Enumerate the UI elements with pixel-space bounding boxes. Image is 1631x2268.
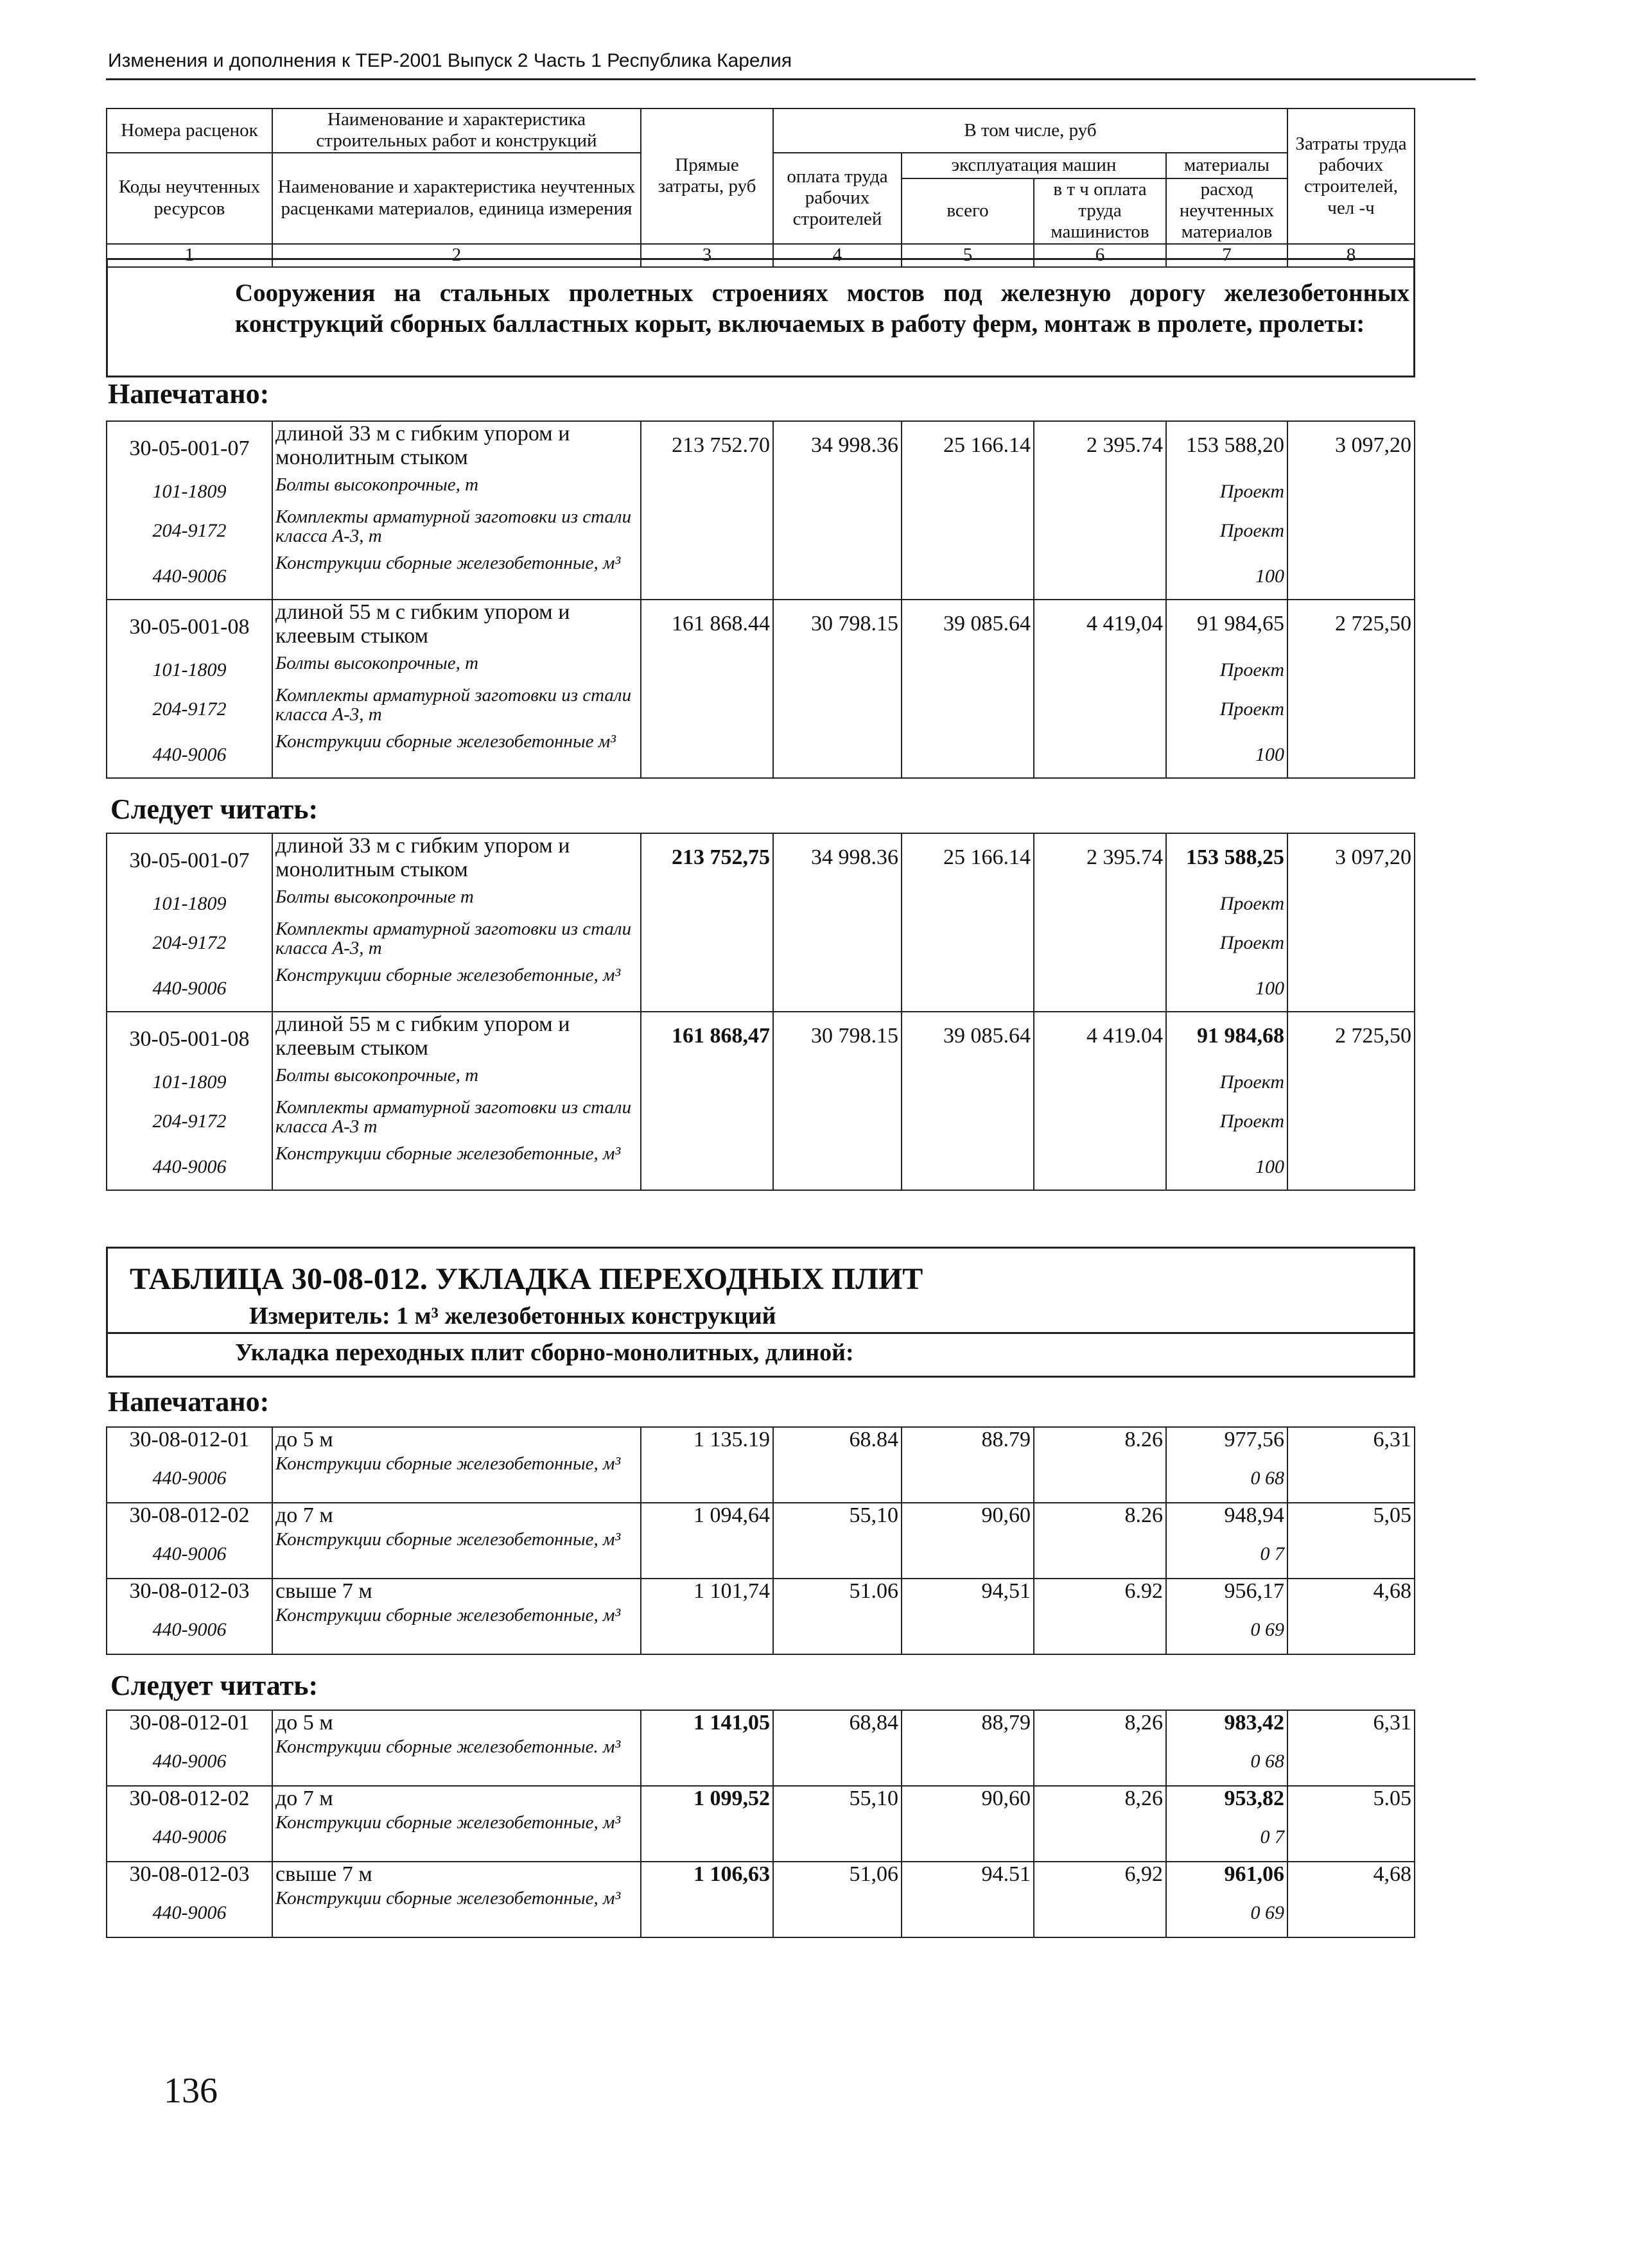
resource-usage: Проект bbox=[1166, 1066, 1287, 1098]
wages: 30 798.15 bbox=[773, 1012, 902, 1066]
section1-title-box bbox=[106, 258, 1415, 377]
empty-cell bbox=[1287, 654, 1415, 686]
empty-cell bbox=[773, 919, 902, 965]
machines-total: 25 166.14 bbox=[902, 833, 1034, 887]
col-material-name-header: Наименование и характеристика неучтенных расценками материалов, единица измерения bbox=[272, 153, 641, 244]
machinists-wages: 6,92 bbox=[1034, 1862, 1166, 1889]
resource-usage: 0 7 bbox=[1166, 1813, 1287, 1862]
empty-cell bbox=[902, 732, 1034, 778]
wages: 68,84 bbox=[773, 1710, 902, 1737]
machines-header: эксплуатация машин bbox=[902, 153, 1166, 178]
materials: 983,42 bbox=[1166, 1710, 1287, 1737]
rate-code: 30-08-012-02 bbox=[107, 1503, 272, 1530]
resource-code: 440-9006 bbox=[107, 1889, 272, 1937]
resource-code: 101-1809 bbox=[107, 654, 272, 686]
empty-cell bbox=[773, 553, 902, 600]
empty-cell bbox=[641, 1606, 773, 1654]
empty-cell bbox=[902, 965, 1034, 1012]
rate-code: 30-05-001-08 bbox=[107, 1012, 272, 1066]
resource-usage: 100 bbox=[1166, 1144, 1287, 1190]
wages: 34 998.36 bbox=[773, 833, 902, 887]
col-number: 2 bbox=[272, 244, 641, 267]
empty-cell bbox=[1287, 686, 1415, 732]
materials: 91 984,68 bbox=[1166, 1012, 1287, 1066]
empty-cell bbox=[773, 1737, 902, 1786]
empty-cell bbox=[902, 1098, 1034, 1144]
resource-code: 204-9172 bbox=[107, 1098, 272, 1144]
machines-total: 90,60 bbox=[902, 1503, 1034, 1530]
col-material-usage-header: расход неучтенных материалов bbox=[1166, 178, 1287, 244]
wages: 68.84 bbox=[773, 1427, 902, 1454]
resource-usage: Проект bbox=[1166, 919, 1287, 965]
empty-cell bbox=[641, 1737, 773, 1786]
wages: 51,06 bbox=[773, 1862, 902, 1889]
materials: 956,17 bbox=[1166, 1579, 1287, 1606]
empty-cell bbox=[1034, 553, 1166, 600]
labor-hours: 5,05 bbox=[1287, 1503, 1415, 1530]
empty-cell bbox=[773, 654, 902, 686]
work-name: длиной 55 м с гибким упором и клеевым стыком bbox=[272, 600, 641, 654]
labor-hours: 4,68 bbox=[1287, 1579, 1415, 1606]
resource-name: Болты высокопрочные, т bbox=[272, 475, 641, 507]
empty-cell bbox=[902, 1530, 1034, 1579]
machines-total: 39 085.64 bbox=[902, 600, 1034, 654]
resource-usage: 100 bbox=[1166, 732, 1287, 778]
resource-name: Конструкции сборные железобетонные, м³ bbox=[272, 1813, 641, 1862]
work-name: до 5 м bbox=[272, 1427, 641, 1454]
direct-costs: 1 135.19 bbox=[641, 1427, 773, 1454]
empty-cell bbox=[1034, 507, 1166, 553]
read-label-2: Следует читать: bbox=[110, 1670, 318, 1701]
resource-code: 101-1809 bbox=[107, 887, 272, 919]
empty-cell bbox=[773, 1144, 902, 1190]
empty-cell bbox=[773, 507, 902, 553]
table2-subtitle: Укладка переходных плит сборно-монолитных, длиной: bbox=[235, 1339, 854, 1366]
empty-cell bbox=[1034, 686, 1166, 732]
empty-cell bbox=[773, 1530, 902, 1579]
resource-name: Комплекты арматурной заготовки из стали класса А-3, т bbox=[272, 507, 641, 553]
resource-code: 440-9006 bbox=[107, 1813, 272, 1862]
empty-cell bbox=[641, 1144, 773, 1190]
empty-cell bbox=[902, 1737, 1034, 1786]
resource-usage: 100 bbox=[1166, 965, 1287, 1012]
machinists-wages: 8,26 bbox=[1034, 1710, 1166, 1737]
empty-cell bbox=[773, 1066, 902, 1098]
resource-name: Комплекты арматурной заготовки из стали класса А-3, т bbox=[272, 919, 641, 965]
work-name: до 7 м bbox=[272, 1786, 641, 1813]
materials: 91 984,65 bbox=[1166, 600, 1287, 654]
empty-cell bbox=[902, 507, 1034, 553]
resource-name: Конструкции сборные железобетонные м³ bbox=[272, 732, 641, 778]
direct-costs: 1 094,64 bbox=[641, 1503, 773, 1530]
section1-title: Сооружения на стальных пролетных строениях мостов под железную дорогу железобетонных конструкций сборных балластных корыт, включаемых в работу ферм, монтаж в пролете, пролеты: bbox=[235, 279, 1409, 338]
empty-cell bbox=[773, 1454, 902, 1503]
empty-cell bbox=[1034, 1098, 1166, 1144]
wages: 30 798.15 bbox=[773, 600, 902, 654]
empty-cell bbox=[641, 732, 773, 778]
empty-cell bbox=[1034, 1454, 1166, 1503]
work-name: свыше 7 м bbox=[272, 1862, 641, 1889]
resource-usage: 0 68 bbox=[1166, 1454, 1287, 1503]
col-number: 6 bbox=[1034, 244, 1166, 267]
machines-total: 90,60 bbox=[902, 1786, 1034, 1813]
machines-total: 25 166.14 bbox=[902, 421, 1034, 475]
rate-code: 30-08-012-01 bbox=[107, 1427, 272, 1454]
empty-cell bbox=[1287, 1606, 1415, 1654]
printed-label-2: Напечатано: bbox=[108, 1386, 270, 1417]
machinists-wages: 8,26 bbox=[1034, 1786, 1166, 1813]
labor-hours: 4,68 bbox=[1287, 1862, 1415, 1889]
empty-cell bbox=[641, 1066, 773, 1098]
empty-cell bbox=[1287, 919, 1415, 965]
empty-cell bbox=[1034, 1530, 1166, 1579]
empty-cell bbox=[773, 1813, 902, 1862]
resource-name: Комплекты арматурной заготовки из стали класса А-3 т bbox=[272, 1098, 641, 1144]
rate-code: 30-08-012-03 bbox=[107, 1579, 272, 1606]
resource-code: 440-9006 bbox=[107, 1530, 272, 1579]
labor-hours: 3 097,20 bbox=[1287, 421, 1415, 475]
resource-code: 204-9172 bbox=[107, 686, 272, 732]
resource-code: 204-9172 bbox=[107, 507, 272, 553]
resource-code: 101-1809 bbox=[107, 475, 272, 507]
resource-code: 101-1809 bbox=[107, 1066, 272, 1098]
resource-usage: 0 69 bbox=[1166, 1606, 1287, 1654]
header-rule bbox=[106, 78, 1476, 80]
col-machinists-header: в т ч оплата труда машинистов bbox=[1034, 178, 1166, 244]
empty-cell bbox=[902, 1066, 1034, 1098]
resource-name: Конструкции сборные железобетонные, м³ bbox=[272, 1144, 641, 1190]
rate-code: 30-05-001-08 bbox=[107, 600, 272, 654]
resource-usage: Проект bbox=[1166, 475, 1287, 507]
table2-unit: Измеритель: 1 м³ железобетонных конструкций bbox=[249, 1303, 776, 1329]
resource-name: Конструкции сборные железобетонные, м³ bbox=[272, 1530, 641, 1579]
col-number: 5 bbox=[902, 244, 1034, 267]
empty-cell bbox=[641, 507, 773, 553]
resource-usage: Проект bbox=[1166, 887, 1287, 919]
resource-name: Конструкции сборные железобетонные, м³ bbox=[272, 553, 641, 600]
empty-cell bbox=[1034, 887, 1166, 919]
col-number: 3 bbox=[641, 244, 773, 267]
materials: 153 588,25 bbox=[1166, 833, 1287, 887]
rate-code: 30-08-012-01 bbox=[107, 1710, 272, 1737]
empty-cell bbox=[902, 686, 1034, 732]
machines-total: 94.51 bbox=[902, 1862, 1034, 1889]
resource-name: Конструкции сборные железобетонные, м³ bbox=[272, 1454, 641, 1503]
empty-cell bbox=[902, 654, 1034, 686]
machinists-wages: 6.92 bbox=[1034, 1579, 1166, 1606]
empty-cell bbox=[1287, 553, 1415, 600]
empty-cell bbox=[773, 965, 902, 1012]
direct-costs: 1 141,05 bbox=[641, 1710, 773, 1737]
resource-code: 440-9006 bbox=[107, 732, 272, 778]
empty-cell bbox=[1287, 1098, 1415, 1144]
resource-usage: 0 7 bbox=[1166, 1530, 1287, 1579]
empty-cell bbox=[641, 1813, 773, 1862]
printed-label-1: Напечатано: bbox=[108, 378, 270, 410]
empty-cell bbox=[1034, 1813, 1166, 1862]
empty-cell bbox=[1034, 919, 1166, 965]
col-number: 8 bbox=[1287, 244, 1415, 267]
resource-code: 440-9006 bbox=[107, 1144, 272, 1190]
resource-usage: Проект bbox=[1166, 1098, 1287, 1144]
empty-cell bbox=[773, 1606, 902, 1654]
materials: 977,56 bbox=[1166, 1427, 1287, 1454]
table2-title-box bbox=[106, 1247, 1415, 1378]
resource-code: 204-9172 bbox=[107, 919, 272, 965]
s2-printed-table bbox=[106, 1426, 1415, 1655]
resource-name: Конструкции сборные железобетонные, м³ bbox=[272, 1889, 641, 1937]
s1-read-table bbox=[106, 833, 1415, 1191]
empty-cell bbox=[773, 475, 902, 507]
empty-cell bbox=[641, 1889, 773, 1937]
materials: 948,94 bbox=[1166, 1503, 1287, 1530]
empty-cell bbox=[641, 1098, 773, 1144]
empty-cell bbox=[1287, 507, 1415, 553]
empty-cell bbox=[1034, 1889, 1166, 1937]
empty-cell bbox=[902, 1889, 1034, 1937]
empty-cell bbox=[1034, 1606, 1166, 1654]
empty-cell bbox=[641, 686, 773, 732]
empty-cell bbox=[902, 1606, 1034, 1654]
col-number: 4 bbox=[773, 244, 902, 267]
col-direct-costs-header: Прямые затраты, руб bbox=[641, 108, 773, 244]
incl-header: В том числе, руб bbox=[773, 108, 1287, 153]
empty-cell bbox=[1287, 1889, 1415, 1937]
col-number: 1 bbox=[107, 244, 272, 267]
empty-cell bbox=[641, 553, 773, 600]
resource-usage: 100 bbox=[1166, 553, 1287, 600]
materials-header: материалы bbox=[1166, 153, 1287, 178]
empty-cell bbox=[641, 965, 773, 1012]
empty-cell bbox=[773, 1098, 902, 1144]
empty-cell bbox=[1287, 1737, 1415, 1786]
col-name-header: Наименование и характеристика строительных работ и конструкций bbox=[272, 108, 641, 153]
materials: 953,82 bbox=[1166, 1786, 1287, 1813]
labor-hours: 6,31 bbox=[1287, 1427, 1415, 1454]
machinists-wages: 2 395.74 bbox=[1034, 833, 1166, 887]
resource-code: 440-9006 bbox=[107, 1606, 272, 1654]
wages: 51.06 bbox=[773, 1579, 902, 1606]
col-number: 7 bbox=[1166, 244, 1287, 267]
resource-name: Конструкции сборные железобетонные, м³ bbox=[272, 965, 641, 1012]
empty-cell bbox=[1034, 965, 1166, 1012]
empty-cell bbox=[902, 1144, 1034, 1190]
empty-cell bbox=[773, 732, 902, 778]
empty-cell bbox=[773, 1889, 902, 1937]
column-header-table bbox=[106, 108, 1415, 268]
wages: 55,10 bbox=[773, 1503, 902, 1530]
work-name: длиной 33 м с гибким упором и монолитным стыком bbox=[272, 421, 641, 475]
running-header: Изменения и дополнения к ТЕР-2001 Выпуск 2 Часть 1 Республика Карелия bbox=[108, 50, 792, 71]
wages: 34 998.36 bbox=[773, 421, 902, 475]
machinists-wages: 2 395.74 bbox=[1034, 421, 1166, 475]
resource-name: Конструкции сборные железобетонные, м³ bbox=[272, 1606, 641, 1654]
empty-cell bbox=[902, 1813, 1034, 1862]
machines-total: 88.79 bbox=[902, 1427, 1034, 1454]
empty-cell bbox=[1034, 1066, 1166, 1098]
s1-printed-table bbox=[106, 420, 1415, 779]
empty-cell bbox=[773, 686, 902, 732]
col-resource-codes-header: Коды неучтенных ресурсов bbox=[107, 153, 272, 244]
empty-cell bbox=[1034, 475, 1166, 507]
table2-title: ТАБЛИЦА 30-08-012. УКЛАДКА ПЕРЕХОДНЫХ ПЛИТ bbox=[130, 1262, 923, 1296]
machines-total: 94,51 bbox=[902, 1579, 1034, 1606]
direct-costs: 213 752.70 bbox=[641, 421, 773, 475]
direct-costs: 213 752,75 bbox=[641, 833, 773, 887]
empty-cell bbox=[902, 475, 1034, 507]
direct-costs: 161 868,47 bbox=[641, 1012, 773, 1066]
read-label-1: Следует читать: bbox=[110, 793, 318, 825]
empty-cell bbox=[1034, 1737, 1166, 1786]
direct-costs: 161 868.44 bbox=[641, 600, 773, 654]
resource-code: 440-9006 bbox=[107, 965, 272, 1012]
empty-cell bbox=[1287, 1530, 1415, 1579]
empty-cell bbox=[641, 919, 773, 965]
labor-hours: 2 725,50 bbox=[1287, 1012, 1415, 1066]
resource-name: Болты высокопрочные, т bbox=[272, 654, 641, 686]
materials: 961,06 bbox=[1166, 1862, 1287, 1889]
work-name: длиной 33 м с гибким упором и монолитным стыком bbox=[272, 833, 641, 887]
empty-cell bbox=[902, 919, 1034, 965]
col-wages-header: оплата труда рабочих строителей bbox=[773, 153, 902, 244]
work-name: свыше 7 м bbox=[272, 1579, 641, 1606]
col-machines-total-header: всего bbox=[902, 178, 1034, 244]
labor-hours: 3 097,20 bbox=[1287, 833, 1415, 887]
rate-code: 30-05-001-07 bbox=[107, 421, 272, 475]
empty-cell bbox=[641, 887, 773, 919]
col-codes-header: Номера расценок bbox=[107, 108, 272, 153]
labor-hours: 6,31 bbox=[1287, 1710, 1415, 1737]
empty-cell bbox=[641, 654, 773, 686]
empty-cell bbox=[1034, 654, 1166, 686]
empty-cell bbox=[1034, 1144, 1166, 1190]
resource-name: Болты высокопрочные т bbox=[272, 887, 641, 919]
labor-hours: 5.05 bbox=[1287, 1786, 1415, 1813]
direct-costs: 1 101,74 bbox=[641, 1579, 773, 1606]
wages: 55,10 bbox=[773, 1786, 902, 1813]
resource-usage: Проект bbox=[1166, 654, 1287, 686]
materials: 153 588,20 bbox=[1166, 421, 1287, 475]
machinists-wages: 8.26 bbox=[1034, 1503, 1166, 1530]
empty-cell bbox=[1287, 1066, 1415, 1098]
machinists-wages: 4 419.04 bbox=[1034, 1012, 1166, 1066]
resource-usage: Проект bbox=[1166, 686, 1287, 732]
empty-cell bbox=[1287, 475, 1415, 507]
empty-cell bbox=[1287, 1144, 1415, 1190]
table2-rule bbox=[108, 1332, 1413, 1334]
work-name: до 5 м bbox=[272, 1710, 641, 1737]
empty-cell bbox=[1287, 732, 1415, 778]
resource-usage: 0 69 bbox=[1166, 1889, 1287, 1937]
work-name: до 7 м bbox=[272, 1503, 641, 1530]
work-name: длиной 55 м с гибким упором и клеевым стыком bbox=[272, 1012, 641, 1066]
empty-cell bbox=[1287, 887, 1415, 919]
empty-cell bbox=[1287, 1454, 1415, 1503]
rate-code: 30-05-001-07 bbox=[107, 833, 272, 887]
empty-cell bbox=[902, 887, 1034, 919]
direct-costs: 1 106,63 bbox=[641, 1862, 773, 1889]
resource-usage: Проект bbox=[1166, 507, 1287, 553]
resource-code: 440-9006 bbox=[107, 1454, 272, 1503]
s2-read-table bbox=[106, 1710, 1415, 1938]
empty-cell bbox=[641, 1454, 773, 1503]
machines-total: 39 085.64 bbox=[902, 1012, 1034, 1066]
resource-name: Болты высокопрочные, т bbox=[272, 1066, 641, 1098]
rate-code: 30-08-012-03 bbox=[107, 1862, 272, 1889]
empty-cell bbox=[773, 887, 902, 919]
empty-cell bbox=[902, 553, 1034, 600]
resource-name: Комплекты арматурной заготовки из стали класса А-3, т bbox=[272, 686, 641, 732]
resource-usage: 0 68 bbox=[1166, 1737, 1287, 1786]
col-labor-header: Затраты труда рабочих строителей, чел -ч bbox=[1287, 108, 1415, 244]
resource-code: 440-9006 bbox=[107, 553, 272, 600]
empty-cell bbox=[902, 1454, 1034, 1503]
empty-cell bbox=[1287, 965, 1415, 1012]
machinists-wages: 8.26 bbox=[1034, 1427, 1166, 1454]
empty-cell bbox=[1034, 732, 1166, 778]
page-number: 136 bbox=[164, 2071, 218, 2111]
empty-cell bbox=[641, 475, 773, 507]
resource-name: Конструкции сборные железобетонные. м³ bbox=[272, 1737, 641, 1786]
empty-cell bbox=[641, 1530, 773, 1579]
machinists-wages: 4 419,04 bbox=[1034, 600, 1166, 654]
labor-hours: 2 725,50 bbox=[1287, 600, 1415, 654]
empty-cell bbox=[1287, 1813, 1415, 1862]
resource-code: 440-9006 bbox=[107, 1737, 272, 1786]
machines-total: 88,79 bbox=[902, 1710, 1034, 1737]
rate-code: 30-08-012-02 bbox=[107, 1786, 272, 1813]
direct-costs: 1 099,52 bbox=[641, 1786, 773, 1813]
